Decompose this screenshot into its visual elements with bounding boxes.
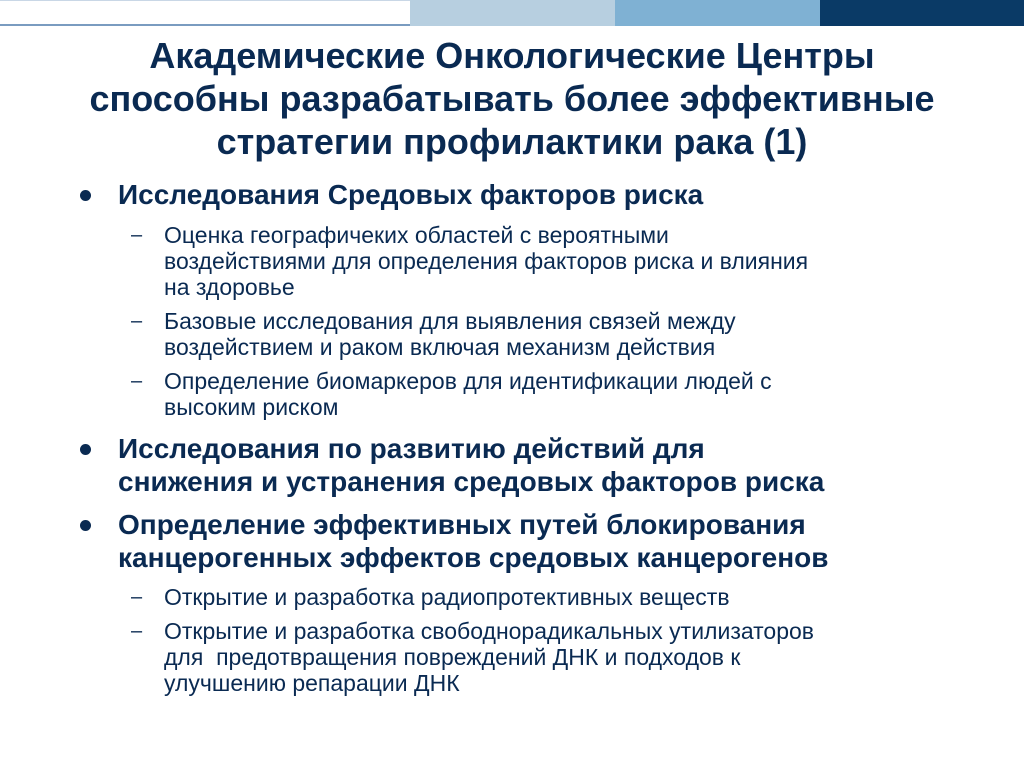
- bullet-text: Исследования по развитию действий для: [118, 433, 705, 464]
- sub-bullet-text: Открытие и разработка свободнорадикальных утилизаторов: [164, 618, 815, 644]
- sub-bullet-text: воздействиями для определения факторов риска и влияния: [164, 248, 809, 274]
- title-line: способны разрабатывать более эффективные: [89, 78, 935, 119]
- bullet-item: [0, 508, 1024, 574]
- sub-bullet-text: Определение биомаркеров для идентификации людей с: [164, 368, 772, 394]
- sub-bullet-item: [0, 584, 1024, 610]
- dash-icon: –: [131, 620, 143, 642]
- bullet-dot-icon: [80, 190, 91, 201]
- top-bar-segment-4: [820, 0, 1024, 26]
- sub-bullet-item: [0, 308, 1024, 360]
- top-bar-segment-1: [0, 0, 410, 26]
- sub-bullet-item: [0, 618, 1024, 696]
- sub-bullet-text: высоким риском: [164, 394, 339, 420]
- dash-icon: –: [131, 224, 143, 246]
- top-bar-segment-3: [615, 0, 820, 26]
- bullet-text: канцерогенных эффектов средовых канцерогенов: [118, 542, 829, 573]
- sub-bullet-text: улучшению репарации ДНК: [164, 670, 460, 696]
- sub-bullet-text: воздействием и раком включая механизм действия: [164, 334, 716, 360]
- bullet-list: [0, 178, 1024, 696]
- sub-bullet-text: Открытие и разработка радиопротективных веществ: [164, 584, 730, 610]
- sub-bullet-item: [0, 368, 1024, 420]
- slide-title: [20, 34, 1004, 163]
- sub-bullet-text: на здоровье: [164, 274, 295, 300]
- dash-icon: –: [131, 586, 143, 608]
- bullet-text: Исследования Средовых факторов риска: [118, 179, 704, 210]
- bullet-item: [0, 432, 1024, 498]
- bullet-dot-icon: [80, 444, 91, 455]
- dash-icon: –: [131, 310, 143, 332]
- sub-bullet-item: [0, 222, 1024, 300]
- sub-bullet-text: Базовые исследования для выявления связей между: [164, 308, 736, 334]
- title-line: стратегии профилактики рака (1): [216, 121, 808, 162]
- bullet-text: снижения и устранения средовых факторов риска: [118, 466, 825, 497]
- dash-icon: –: [131, 370, 143, 392]
- bullet-dot-icon: [80, 520, 91, 531]
- title-line: Академические Онкологические Центры: [149, 35, 875, 76]
- sub-bullet-text: Оценка географичеких областей с вероятными: [164, 222, 669, 248]
- sub-bullet-text: для предотвращения повреждений ДНК и подходов к: [164, 644, 741, 670]
- decorative-top-bar: [0, 0, 1024, 26]
- top-bar-segment-2: [410, 0, 615, 26]
- bullet-item: [0, 178, 1024, 211]
- bullet-text: Определение эффективных путей блокирования: [118, 509, 806, 540]
